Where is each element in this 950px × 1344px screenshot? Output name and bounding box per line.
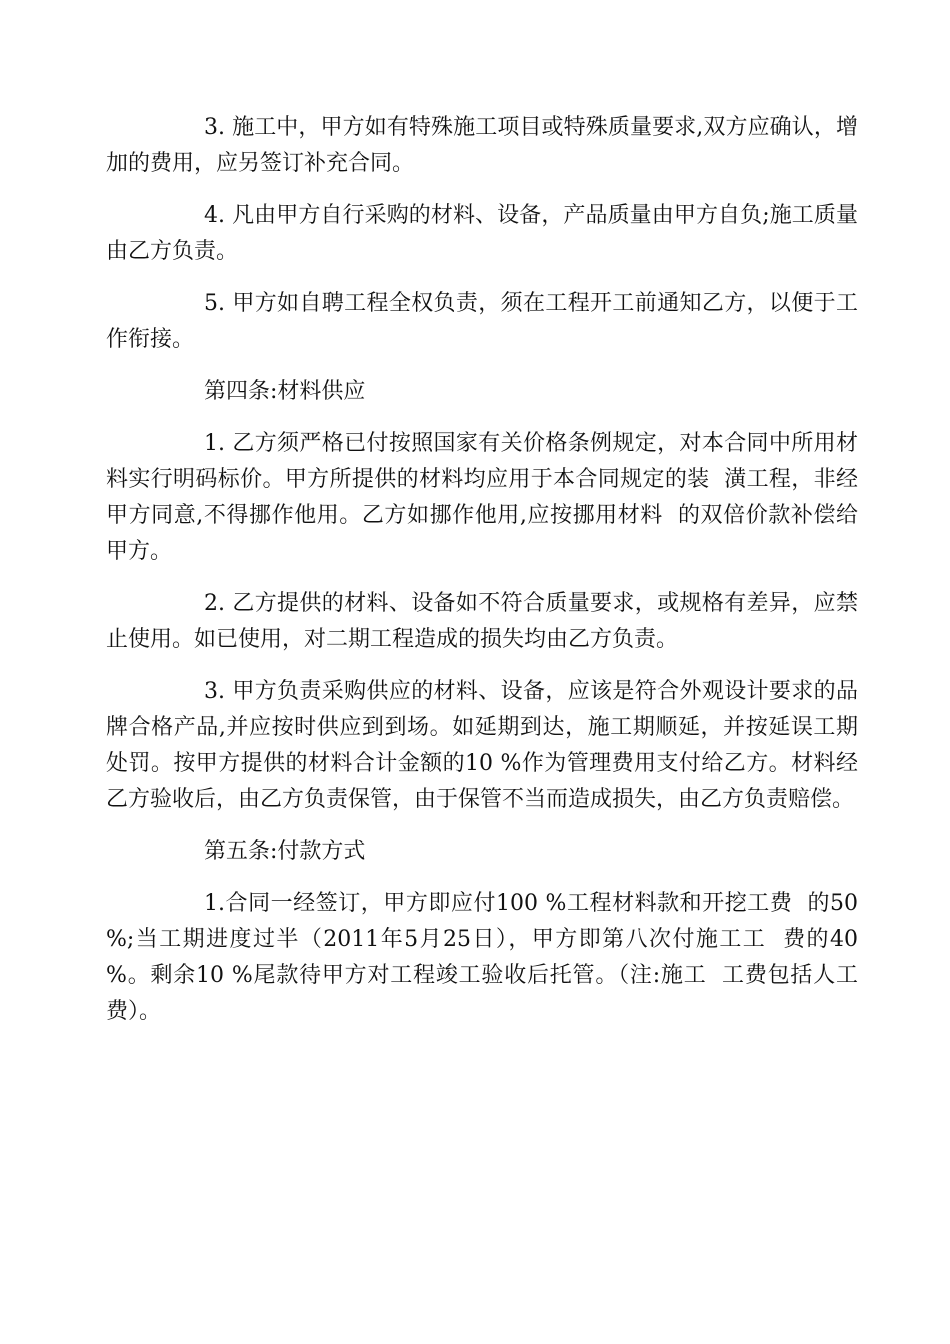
paragraph-clause-4-3: 3. 甲方负责采购供应的材料、设备，应该是符合外观设计要求的品牌合格产品,并应按时供应到到场。如延期到达，施工期顺延，并按延误工期处罚。按甲方提供的材料合计金额的10 %作为管理费用支付给乙方。材料经乙方验收后，由乙方负责保管，由于保管不当而造成损失，由乙方负责赔偿。: [106, 679, 858, 812]
document-body: [106, 110, 865, 1046]
paragraph-clause-5-1: 1.合同一经签订，甲方即应付100 %工程材料款和开挖工费 的50 %;当工期进度过半（2011年5月25日），甲方即第八次付施工工 费的40 %。剩余10 %尾款待甲方对工程竣工验收后托管。（注:施工 工费包括人工费）。: [106, 891, 865, 1024]
paragraph-clause-3-3: 3. 施工中，甲方如有特殊施工项目或特殊质量要求,双方应确认，增加的费用，应另签订补充合同。: [106, 115, 858, 176]
paragraph-clause-4-1: 1. 乙方须严格已付按照国家有关价格条例规定，对本合同中所用材料实行明码标价。甲方所提供的材料均应用于本合同规定的装 潢工程，非经甲方同意,不得挪作他用。乙方如挪作他用,应按挪用材料 的双倍价款补偿给甲方。: [106, 431, 858, 564]
section-heading-article-4: 第四条:材料供应: [204, 379, 366, 404]
section-heading-article-5: 第五条:付款方式: [204, 839, 366, 864]
paragraph-clause-4-2: 2. 乙方提供的材料、设备如不符合质量要求，或规格有差异，应禁止使用。如已使用，对二期工程造成的损失均由乙方负责。: [106, 591, 858, 652]
paragraph-clause-3-5: 5. 甲方如自聘工程全权负责，须在工程开工前通知乙方，以便于工作衔接。: [106, 291, 858, 352]
paragraph-clause-3-4: 4. 凡由甲方自行采购的材料、设备，产品质量由甲方自负;施工质量由乙方负责。: [106, 203, 858, 264]
